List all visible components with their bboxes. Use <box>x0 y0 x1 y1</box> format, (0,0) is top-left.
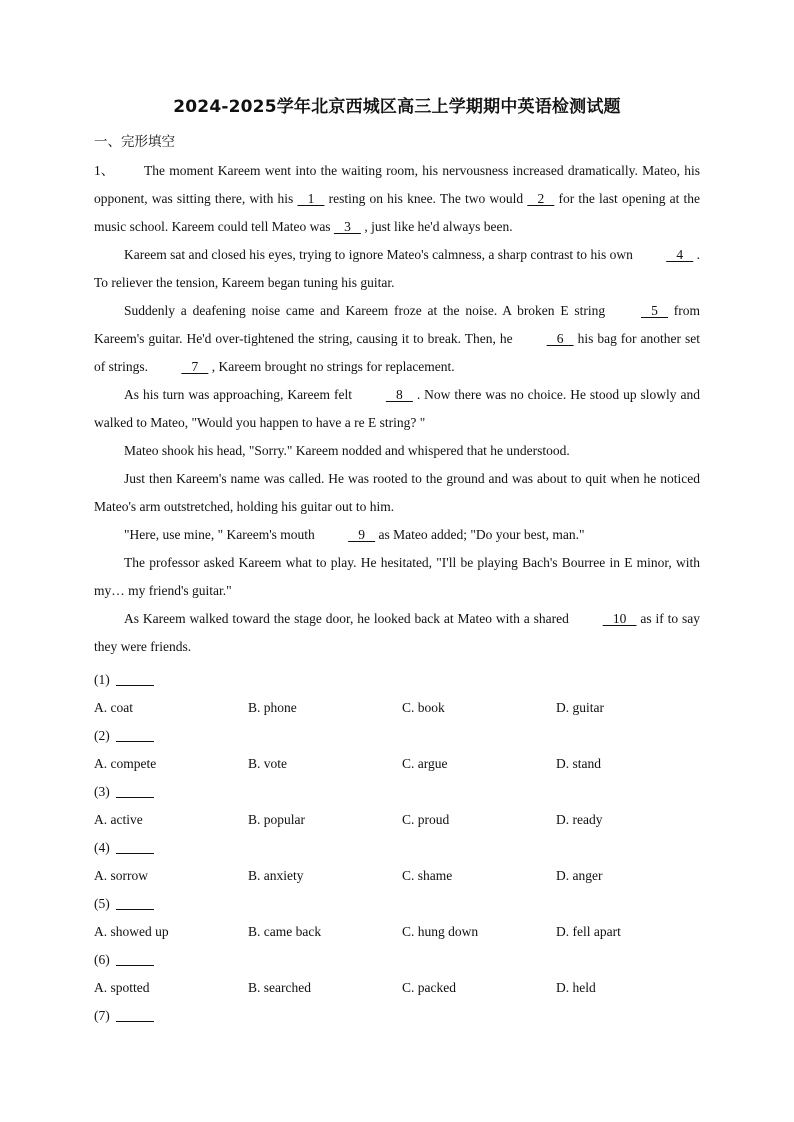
passage-paragraph: 1、 The moment Kareem went into the waiting room, his nervousness increased dramatically. Mateo, his opponent, was sitting there, with his 1 resting on his knee. The two would 2 for the last opening at the music school. Kareem could tell Mateo was 3 , just like he'd always been. <box>94 157 700 241</box>
question-label: (5) <box>94 896 110 911</box>
option-row <box>94 862 734 890</box>
option-a[interactable]: A. active <box>94 812 143 827</box>
option-row <box>94 694 734 722</box>
option-c[interactable]: C. hung down <box>402 924 479 939</box>
option-c[interactable]: C. proud <box>402 812 450 827</box>
question-item <box>94 722 734 750</box>
option-d[interactable]: D. ready <box>556 812 603 827</box>
question-item <box>94 890 734 918</box>
question-label: (2) <box>94 728 110 743</box>
passage-paragraph: As his turn was approaching, Kareem felt 8 . Now there was no choice. He stood up slowly and walked to Mateo, "Would you happen to have a re E string? " <box>94 381 700 437</box>
option-a[interactable]: A. compete <box>94 756 157 771</box>
option-b[interactable]: B. vote <box>248 756 287 771</box>
question-label: (4) <box>94 840 110 855</box>
blank-5: 5 <box>640 303 668 318</box>
option-c[interactable]: C. argue <box>402 756 448 771</box>
question-item <box>94 946 734 974</box>
option-b[interactable]: B. popular <box>248 812 305 827</box>
question-item <box>94 834 734 862</box>
passage-paragraph: Mateo shook his head, "Sorry." Kareem nodded and whispered that he understood. <box>124 443 570 458</box>
passage-paragraph: As Kareem walked toward the stage door, he looked back at Mateo with a shared 10 as if to say they were friends. <box>94 605 700 661</box>
blank-3: 3 <box>333 219 361 234</box>
question-item <box>94 778 734 806</box>
section-heading: 一、完形填空 <box>94 134 175 150</box>
blank-1: 1 <box>297 191 325 206</box>
cloze-passage <box>94 157 700 661</box>
question-item <box>94 666 734 694</box>
passage-paragraph: "Here, use mine, " Kareem's mouth 9 as Mateo added; "Do your best, man." <box>94 521 700 549</box>
option-a[interactable]: A. coat <box>94 700 133 715</box>
option-d[interactable]: D. held <box>556 980 596 995</box>
option-c[interactable]: C. packed <box>402 980 456 995</box>
page-title: 2024-2025学年北京西城区高三上学期期中英语检测试题 <box>173 97 621 117</box>
option-a[interactable]: A. sorrow <box>94 868 148 883</box>
option-b[interactable]: B. searched <box>248 980 311 995</box>
blank-2: 2 <box>527 191 555 206</box>
question-label: (3) <box>94 784 110 799</box>
question-label: (6) <box>94 952 110 967</box>
blank-7: 7 <box>181 359 209 374</box>
option-row <box>94 918 734 946</box>
option-d[interactable]: D. stand <box>556 756 601 771</box>
answer-blank[interactable] <box>116 727 154 742</box>
question-list <box>94 666 734 1030</box>
option-row <box>94 750 734 778</box>
passage-paragraph: Suddenly a deafening noise came and Kareem froze at the noise. A broken E string 5 from Kareem's guitar. He'd over-tightened the string, causing it to break. Then, he 6 his bag for another set of strings. 7 , Kareem brought no strings for replacement. <box>94 297 700 381</box>
answer-blank[interactable] <box>116 839 154 854</box>
blank-6: 6 <box>546 331 574 346</box>
question-number: 1、 <box>94 163 115 178</box>
answer-blank[interactable] <box>116 951 154 966</box>
option-b[interactable]: B. came back <box>248 924 322 939</box>
option-row <box>94 974 734 1002</box>
passage-paragraph: Just then Kareem's name was called. He was rooted to the ground and was about to quit when he noticed Mateo's arm outstretched, holding his guitar out to him. <box>94 471 700 514</box>
question-label: (1) <box>94 672 110 687</box>
option-c[interactable]: C. shame <box>402 868 453 883</box>
blank-8: 8 <box>385 387 413 402</box>
option-a[interactable]: A. spotted <box>94 980 150 995</box>
answer-blank[interactable] <box>116 671 154 686</box>
option-b[interactable]: B. anxiety <box>248 868 304 883</box>
option-c[interactable]: C. book <box>402 700 445 715</box>
option-a[interactable]: A. showed up <box>94 924 169 939</box>
blank-10: 10 <box>602 611 637 626</box>
answer-blank[interactable] <box>116 895 154 910</box>
passage-paragraph: The professor asked Kareem what to play. He hesitated, "I'll be playing Bach's Bourree in E minor, with my… my friend's guitar." <box>94 555 700 598</box>
blank-9: 9 <box>348 527 376 542</box>
option-d[interactable]: D. guitar <box>556 700 604 715</box>
option-d[interactable]: D. anger <box>556 868 603 883</box>
option-row <box>94 806 734 834</box>
option-d[interactable]: D. fell apart <box>556 924 621 939</box>
question-item <box>94 1002 734 1030</box>
option-b[interactable]: B. phone <box>248 700 297 715</box>
passage-paragraph: Kareem sat and closed his eyes, trying to ignore Mateo's calmness, a sharp contrast to his own 4 . To reliever the tension, Kareem began tuning his guitar. <box>94 241 700 297</box>
question-label: (7) <box>94 1008 110 1023</box>
answer-blank[interactable] <box>116 1007 154 1022</box>
blank-4: 4 <box>666 247 694 262</box>
answer-blank[interactable] <box>116 783 154 798</box>
